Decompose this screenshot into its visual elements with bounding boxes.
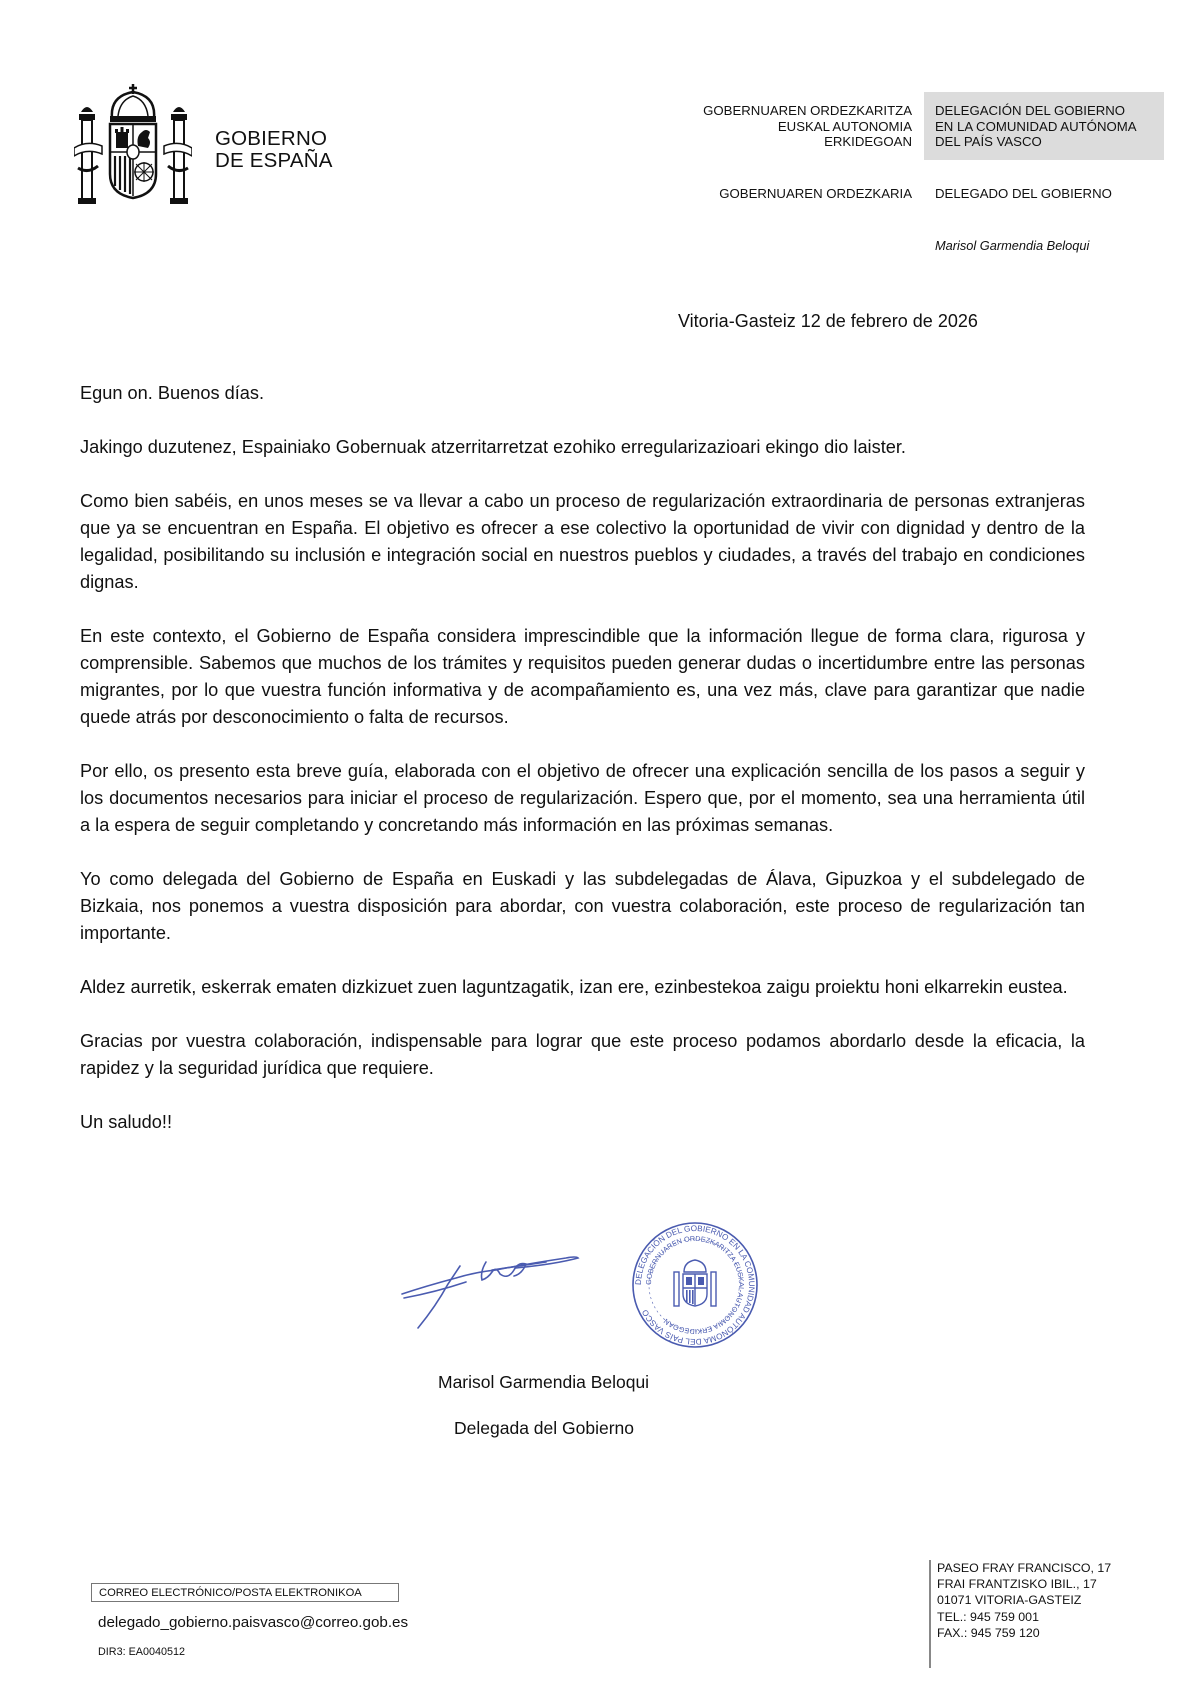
organization-basque	[600, 103, 912, 150]
contact-email-link[interactable]: delegado_gobierno.paisvasco@correo.gob.es	[98, 1614, 409, 1631]
phone-number: TEL.: 945 759 001	[937, 1609, 1039, 1624]
paragraph: Yo como delegada del Gobierno de España en Euskadi y las subdelegadas de Álava, Gipuzkoa y el subdelegado de Bizkaia, nos ponemos a vuestra disposición para abordar, con vuestra colaboración, este proceso de regularización tan importante.	[80, 869, 1085, 943]
organization-spanish-line: DELEGACIÓN DEL GOBIERNO	[935, 103, 1126, 118]
stamp-outer-text: DELEGACIÓN DEL GOBIERNO EN LA COMUNIDAD AUTÓNOMA DEL PAÍS VASCO	[633, 1223, 757, 1347]
paragraph: En este contexto, el Gobierno de España considera imprescindible que la información llegue de forma clara, rigurosa y comprensible. Sabemos que muchos de los trámites y requisitos pueden generar dudas o incertidumbre entre las personas migrantes, por lo que vuestra función informativa y de acompañamiento es, una vez más, clave para garantizar que nadie quede atrás por desconocimiento o falta de recursos.	[80, 626, 1085, 727]
signatory-name: Marisol Garmendia Beloqui	[438, 1372, 650, 1392]
organization-spanish	[935, 103, 1137, 150]
role-spanish: DELEGADO DEL GOBIERNO	[935, 186, 1112, 201]
signatory-role: Delegada del Gobierno	[454, 1418, 634, 1438]
official-seal-icon	[628, 1218, 762, 1352]
paragraph: Gracias por vuestra colaboración, indispensable para lograr que este proceso podamos abordarlo desde la eficacia, la rapidez y la seguridad jurídica que requiere.	[80, 1031, 1085, 1078]
letter-date: Vitoria-Gasteiz 12 de febrero de 2026	[678, 311, 978, 331]
paragraph: Aldez aurretik, eskerrak ematen dizkizuet zuen laguntzagatik, izan ere, ezinbestekoa zaigu proiektu honi elkarrekin eustea.	[80, 977, 1068, 997]
handwritten-signature-icon	[396, 1236, 586, 1336]
stamp-inner-text: GOBERNUAREN ORDEZKARITZA EUSKAL AUTONOMIA ERKIDEGOAN	[643, 1233, 747, 1337]
postal-address	[937, 1560, 1111, 1641]
paragraph-greeting: Egun on. Buenos días.	[80, 383, 265, 403]
fax-number: FAX.: 945 759 120	[937, 1625, 1040, 1640]
role-basque: GOBERNUAREN ORDEZKARIA	[719, 186, 912, 201]
address-divider	[929, 1560, 931, 1668]
logo-text	[215, 128, 333, 172]
dir3-code: DIR3: EA0040512	[98, 1646, 186, 1658]
logo-text-line-2: DE ESPAÑA	[215, 149, 333, 172]
logo-text-line-1: GOBIERNO	[215, 127, 328, 150]
paragraph: Por ello, os presento esta breve guía, elaborada con el objetivo de ofrecer una explicación sencilla de los pasos a seguir y los documentos necesarios para iniciar el proceso de regularización. Espero que, por el momento, sea una herramienta útil a la espera de seguir completando y concretando más información en las próximas semanas.	[80, 761, 1085, 835]
paragraph: Jakingo duzutenez, Espainiako Gobernuak atzerritarretzat ezohiko erregularizazioari ekingo dio laister.	[80, 437, 906, 457]
organization-basque-line: GOBERNUAREN ORDEZKARITZA	[703, 103, 912, 118]
address-line: 01071 VITORIA-GASTEIZ	[937, 1593, 1082, 1608]
spain-coat-of-arms-icon	[74, 82, 192, 210]
organization-basque-line: ERKIDEGOAN	[824, 134, 912, 149]
paragraph: Como bien sabéis, en unos meses se va llevar a cabo un proceso de regularización extraordinaria de personas extranjeras que ya se encuentran en España. El objetivo es ofrecer a ese colectivo la oportunidad de vivir con dignidad y dentro de la legalidad, posibilitando su inclusión e integración social en nuestros pueblos y ciudades, a través del trabajo en condiciones dignas.	[80, 491, 1085, 592]
header-delegate-name: Marisol Garmendia Beloqui	[935, 238, 1090, 253]
email-label-box: CORREO ELECTRÓNICO/POSTA ELEKTRONIKOA	[91, 1583, 399, 1602]
address-line: FRAI FRANTZISKO IBIL., 17	[937, 1577, 1097, 1592]
letter-body	[80, 380, 1085, 1163]
organization-basque-line: EUSKAL AUTONOMIA	[777, 118, 912, 134]
organization-spanish-line: DEL PAÍS VASCO	[935, 134, 1042, 149]
paragraph-closing: Un saludo!!	[80, 1112, 173, 1132]
organization-spanish-line: EN LA COMUNIDAD AUTÓNOMA	[935, 118, 1137, 134]
address-line: PASEO FRAY FRANCISCO, 17	[937, 1561, 1112, 1575]
